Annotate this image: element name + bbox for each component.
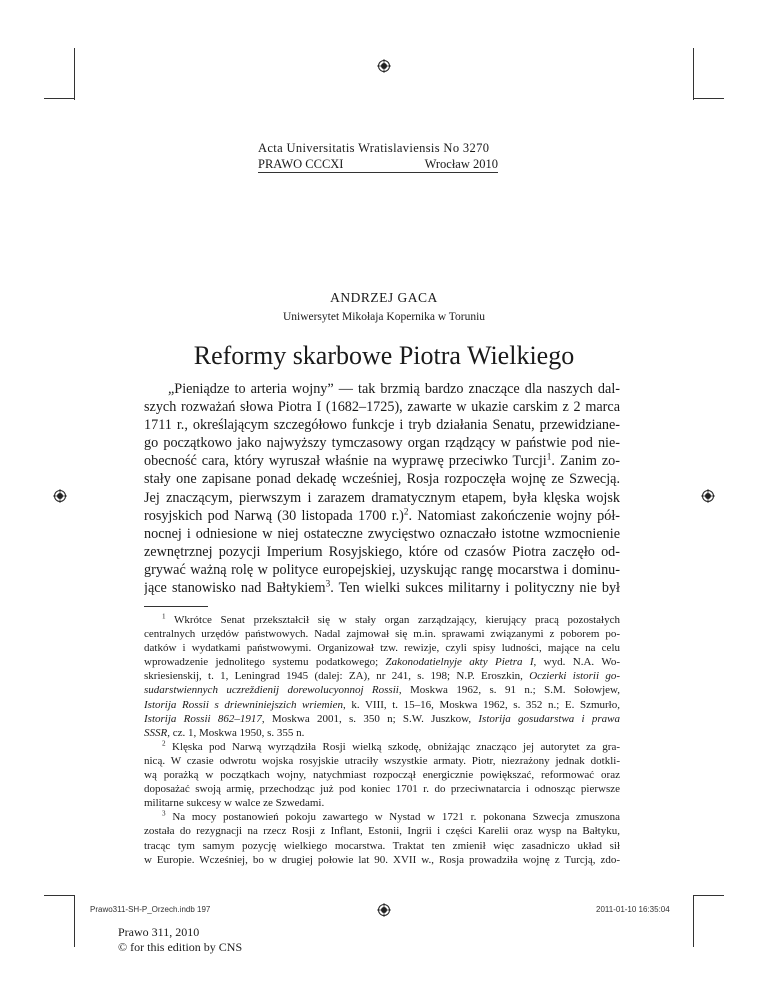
footnote-2-line: doposażać swoją armię, przechodząc już pod koniec 1701 r. do przeciwnatarcia i odnosząc pierwsze [144,783,620,796]
header-rule [258,172,498,173]
footnote-1-line: skriesienskij, t. 1, Leningrad 1945 (dalej: ZA), nr 241, s. 198; N.P. Eroszkin, Oczierki istorii go- [144,670,620,683]
crop-mark [694,895,724,896]
volume: PRAWO CCCXI [258,157,344,171]
footnote-1-line: datków i wydatkami państwowymi. Organizował tzw. rewizje, czyli spisy ludności, mające na celu [144,642,620,655]
crop-mark [74,48,75,100]
crop-mark [74,895,75,947]
footnote-1-line: SSSR, cz. 1, Moskwa 1950, s. 355 n. [144,726,305,739]
affiliation: Uniwersytet Mikołaja Kopernika w Toruniu [282,311,486,323]
crop-mark [693,48,694,100]
article-title: Reformy skarbowe Piotra Wielkiego [193,341,575,370]
body-line: „Pieniądze to arteria wojny” — tak brzmią bardzo znaczące dla naszych dal- [168,381,620,397]
footnote-1-line: Istorija Rossii 862–1917, Moskwa 2001, s. 350 n; S.W. Juszkow, Istorija gosudarstwa i prawa [144,712,620,725]
body-line: jące stanowisko nad Bałtykiem$^3$. Ten wielki sukces militarny i polityczny nie był [144,579,620,597]
registration-mark-icon [53,489,67,503]
footnote-1-line: centralnych urzędów państwowych. Nadal zajmował się m.in. sprawami związanymi z poborem po- [144,628,620,641]
body-line: obecność cara, który wyruszał właśnie na wyprawę przeciwko Turcji$^1$. Zanim zo- [144,452,620,470]
footnote-2-line: militarne sukcesy w walce ze Szwedami. [144,797,325,810]
crop-mark [44,98,74,99]
footnote-2-line: $^2$ Klęska pod Narwą wyrządziła Rosji wielką szkodę, obniżając znacząco jej autorytet za gra- [162,739,620,753]
body-line: stały one zapisane ponad dekadę wcześniej, Rosja rozpoczęła wojnę ze Szwecją. [144,471,620,488]
footnote-ref: 2 [403,506,409,516]
imprint-copyright: © for this edition by CNS [118,940,243,954]
slug-filename: Prawo311-SH-P_Orzech.indb 197 [90,905,211,914]
footnote-1-line: $^1$ Wkrótce Senat przekształcił się w stały organ zarządzający, kierujący pracą pozostałych [162,613,620,626]
journal-name: Acta Universitatis Wratislaviensis No 3270 [258,141,490,155]
body-line: zewnętrznej pozycji Imperium Rosyjskiego, które od czasów Piotra zaczęło od- [144,543,620,560]
body-line: Jej znaczącym, pierwszym i zarazem dramatycznym etapem, była klęska wojsk [144,489,620,506]
footnote-3-line: $^3$ Na mocy postanowień pokoju zawartego w Nystad w 1721 r. pokonana Szwecja zmuszona [162,810,620,824]
imprint [118,925,242,955]
footnote-1-line: Istorija Rossii s driewniniejszich wriemien, k. VIII, t. 15–16, Moskwa 1962, s. 352 n.; E. Szmurło, [144,698,620,711]
body-line: go początkowo jako najwyższy tymczasowy organ rządzący w państwie pod nie- [144,435,620,452]
footnote-ref: 1 [546,452,552,462]
crop-mark [44,895,74,896]
journal-name-line [258,140,498,156]
journal-header [258,140,498,172]
registration-mark-icon [377,903,391,917]
footnote-3-line: w Europie. Wcześniej, bo w drugiej połowie lat 90. XVII w., Rosja prowadziła wojnę z Turcją, zdo- [144,853,620,866]
footnote-1-line: sudarstwiennych uczreždienij dorewolucyonnoj Rossii, Moskwa 1962, s. 91 n.; S.M. Sołowjew, [144,684,620,697]
footnotes [144,613,620,867]
footnote-rule [144,606,208,607]
slug-timestamp: 2011-01-10 16:35:04 [596,905,670,914]
crop-mark [693,895,694,947]
body-text [144,380,620,597]
crop-mark [694,98,724,99]
body-line: rosyjskich pod Narwą (30 listopada 1700 r.)$^2$. Natomiast zakończenie wojny pół- [144,506,620,524]
body-line: grywać ważną rolę w polityce europejskiej, uzyskując rangę mocarstwa i dominu- [144,561,620,578]
footnote-ref: 3 [325,579,331,589]
body-line: szych rozważań słowa Piotra I (1682–1725), zawarte w ukazie carskim z 2 marca [144,399,620,416]
body-line: nocnej i odniesione w niej ostateczne zwycięstwo oznaczało istotne wzmocnienie [144,525,620,542]
author-name: ANDRZEJ GACA [330,290,438,305]
registration-mark-icon [701,489,715,503]
footnote-2-line: wą porażką w początkach wojny, natychmiast rozpoczął energicznie powiększać, reformować oraz [144,769,620,782]
registration-mark-icon [377,59,391,73]
volume-line [258,156,498,172]
footnote-3-line: została do rezygnacji na rzecz Rosji z Inflant, Estonii, Ingrii i części Karelii oraz wysp na Bałtyku, [144,825,620,838]
place-year: Wrocław 2010 [424,157,498,171]
body-line: 1711 r., określającym szczegółowo funkcje i tryb działania Senatu, przewidziane- [144,417,620,434]
footnote-1-line: wprowadzenie jednolitego systemu podatkowego; Zakonodatielnyje akty Pietra I, wyd. N.A. Wo- [144,656,620,669]
footnote-2-line: nicą. W czasie odwrotu wojska rosyjskie utraciły wszystkie armaty. Piotr, niezrażony jednak dotkli- [144,754,620,767]
imprint-issue: Prawo 311, 2010 [118,925,200,939]
footnote-3-line: tracąc tym samym pozycję wielkiego mocarstwa. Traktat ten zmienił więc zasadniczo układ sił [144,839,620,852]
